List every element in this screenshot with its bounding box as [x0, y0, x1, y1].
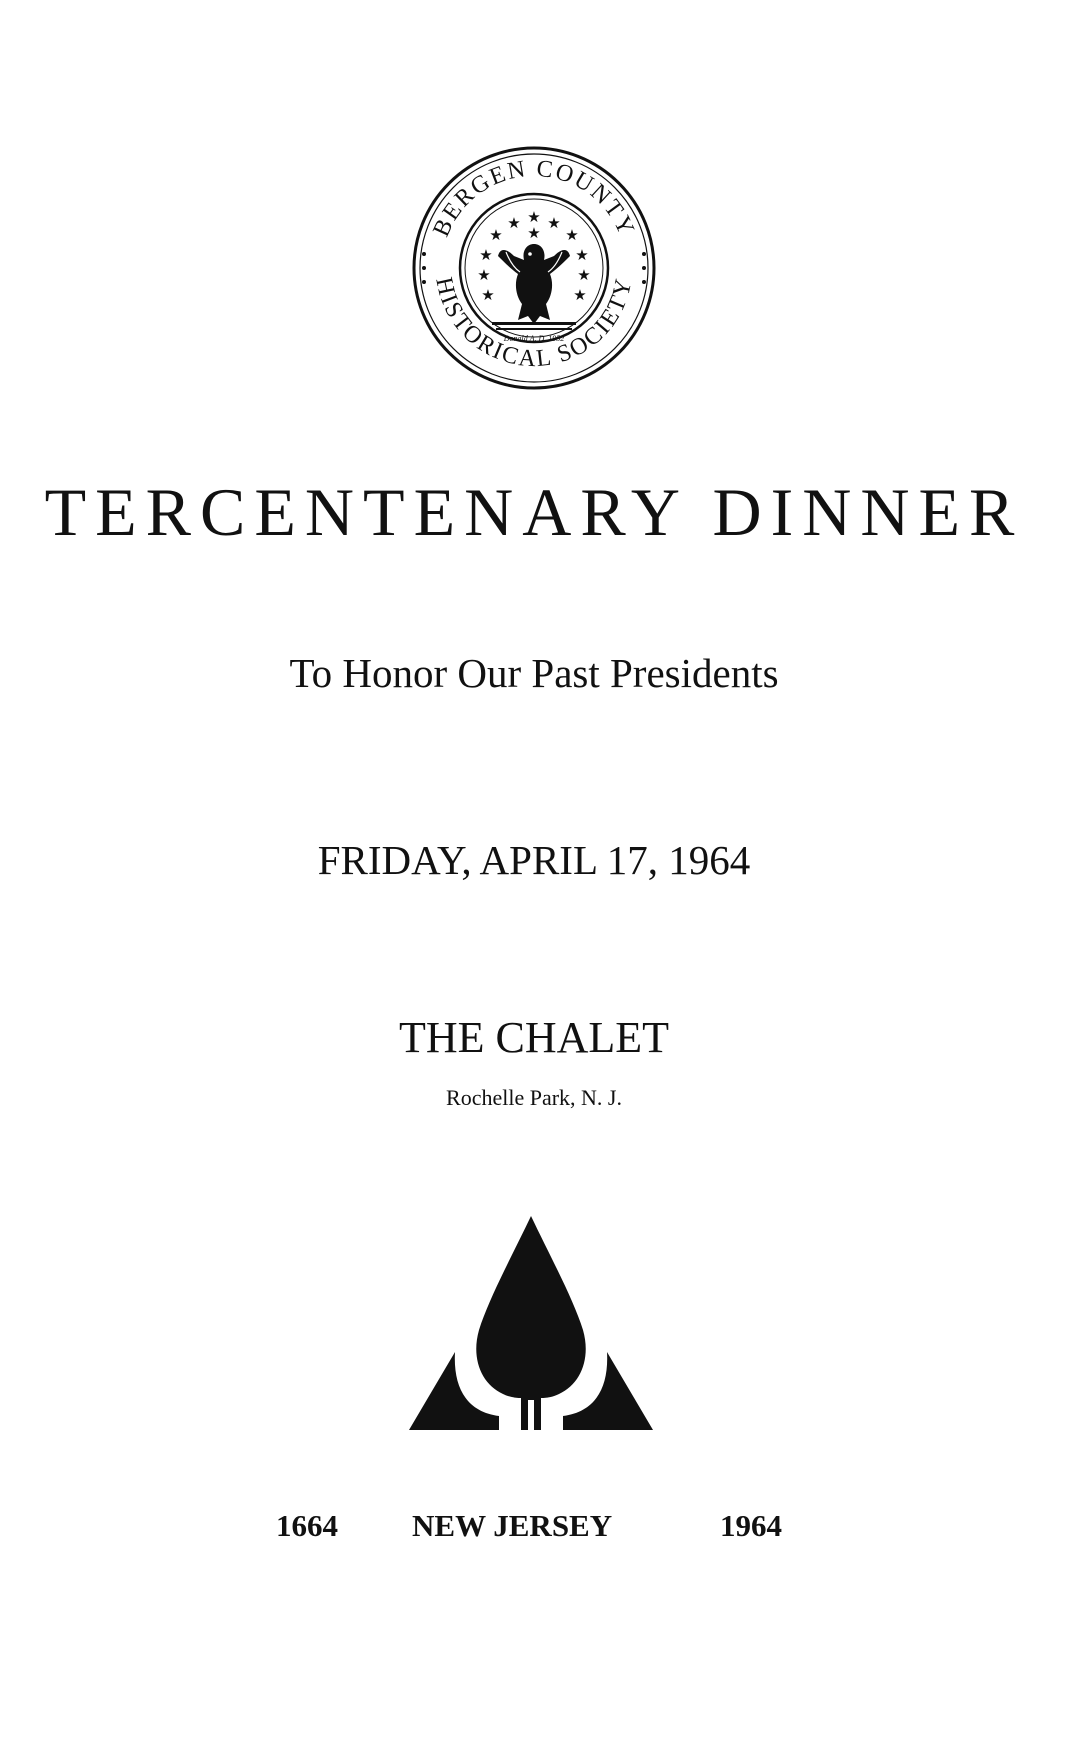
svg-text:★: ★ [573, 286, 587, 304]
svg-text:★: ★ [481, 286, 495, 304]
svg-text:★: ★ [479, 246, 493, 264]
event-date: FRIDAY, APRIL 17, 1964 [317, 837, 751, 883]
venue-location: Rochelle Park, N. J. [446, 1085, 622, 1110]
eagle-seal-icon [410, 144, 658, 392]
footer-line [0, 1506, 1068, 1556]
svg-text:HISTORICAL SOCIETY: HISTORICAL SOCIETY [430, 275, 638, 373]
svg-text:★: ★ [477, 266, 491, 284]
svg-text:BERGEN COUNTY: BERGEN COUNTY [428, 155, 640, 241]
event-subtitle: To Honor Our Past Presidents [289, 650, 779, 696]
tercentenary-tree-triangle-icon [405, 1212, 657, 1438]
svg-text:Donald A. D. 1952: Donald A. D. 1952 [503, 334, 565, 343]
svg-text:★: ★ [489, 226, 503, 244]
svg-text:★: ★ [507, 214, 521, 232]
svg-text:★: ★ [527, 224, 541, 242]
svg-text:★: ★ [527, 208, 541, 226]
venue-name: THE CHALET [398, 1013, 670, 1062]
svg-text:★: ★ [577, 266, 591, 284]
start-year: 1664 [276, 1508, 338, 1543]
svg-text:★: ★ [575, 246, 589, 264]
svg-text:★: ★ [547, 214, 561, 232]
svg-text:★: ★ [565, 226, 579, 244]
state-name: NEW JERSEY [412, 1508, 613, 1543]
end-year: 1964 [720, 1508, 782, 1543]
event-title: TERCENTENARY DINNER [44, 474, 1024, 550]
